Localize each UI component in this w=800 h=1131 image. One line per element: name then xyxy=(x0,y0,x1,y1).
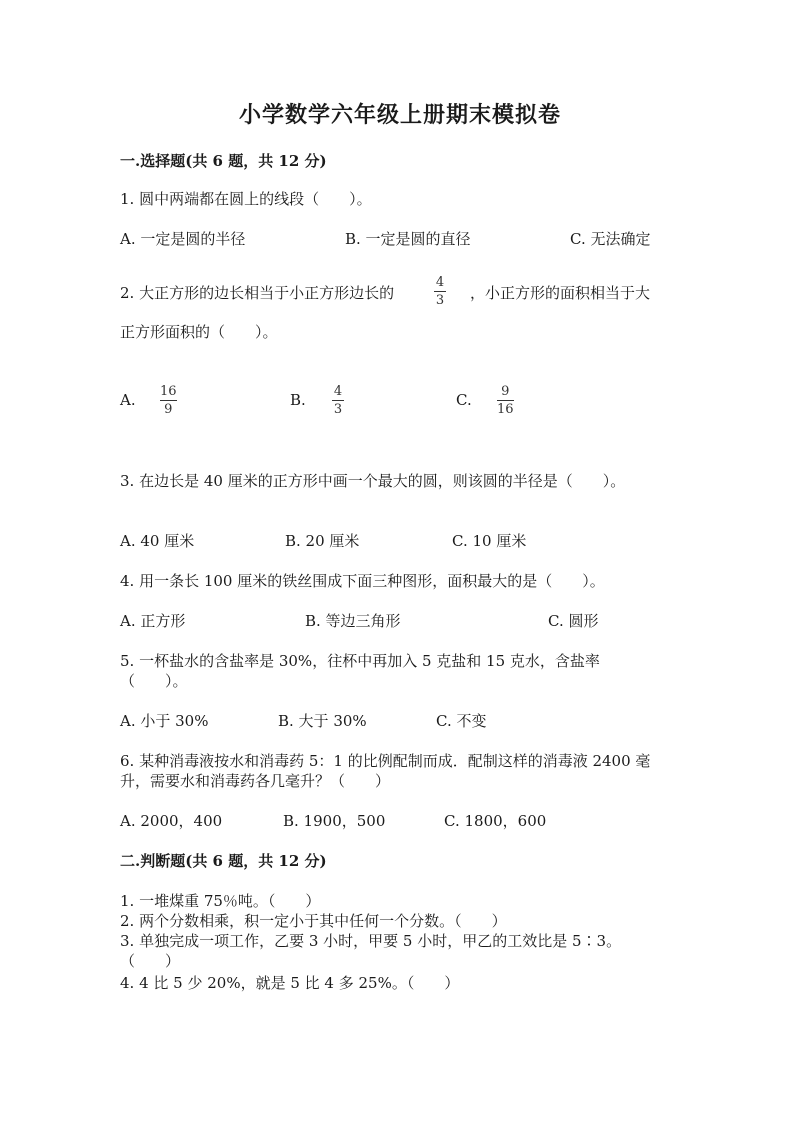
question-2-part2: ，小正方形的面积相当于大 xyxy=(470,284,651,302)
q4-option-c: C. 圆形 xyxy=(548,612,599,630)
question-6: 6. 某种消毒液按水和消毒药 5：1 的比例配制而成．配制这样的消毒液 2400 毫 xyxy=(120,752,651,770)
fraction-bar xyxy=(497,400,514,401)
question-4: 4. 用一条长 100 厘米的铁丝围成下面三种图形，面积最大的是（ ）。 xyxy=(120,572,605,590)
q2-option-a-label: A. xyxy=(120,391,136,409)
q3-option-a: A. 40 厘米 xyxy=(120,532,195,550)
q5-option-c: C. 不变 xyxy=(436,712,487,730)
q3-option-b: B. 20 厘米 xyxy=(285,532,360,550)
judgment-item-2: 2. 两个分数相乘，积一定小于其中任何一个分数。（ ） xyxy=(120,912,507,930)
q2-option-a-fraction xyxy=(160,384,177,417)
fraction-numerator: 4 xyxy=(435,275,445,290)
q5-option-b: B. 大于 30% xyxy=(278,712,367,730)
fraction-numerator: 16 xyxy=(160,384,177,399)
q2-option-c-label: C. xyxy=(456,391,472,409)
fraction-denominator: 3 xyxy=(435,293,445,308)
q2-option-b-fraction xyxy=(332,384,344,417)
question-3: 3. 在边长是 40 厘米的正方形中画一个最大的圆，则该圆的半径是（ ）。 xyxy=(120,472,626,490)
fraction-bar xyxy=(332,400,344,401)
q1-option-a: A. 一定是圆的半径 xyxy=(120,230,246,248)
q1-option-c: C. 无法确定 xyxy=(570,230,651,248)
q3-option-c: C. 10 厘米 xyxy=(452,532,527,550)
question-2-fraction xyxy=(434,275,446,308)
section-heading-judgment: 二.判断题(共 6 题，共 12 分) xyxy=(120,852,327,870)
fraction-bar xyxy=(434,291,446,292)
question-2-line2: 正方形面积的（ ）。 xyxy=(120,323,278,341)
judgment-item-3-line2: （ ） xyxy=(120,952,181,970)
section-heading-choice: 一.选择题(共 6 题，共 12 分) xyxy=(120,152,327,170)
fraction-numerator: 4 xyxy=(333,384,343,399)
fraction-denominator: 9 xyxy=(164,402,173,417)
q6-option-c: C. 1800，600 xyxy=(444,812,547,830)
question-1: 1. 圆中两端都在圆上的线段（ ）。 xyxy=(120,190,372,208)
q6-option-a: A. 2000，400 xyxy=(120,812,223,830)
question-6-line2: 升，需要水和消毒药各几毫升？（ ） xyxy=(120,772,391,790)
fraction-denominator: 3 xyxy=(333,402,343,417)
question-5-line2: （ ）。 xyxy=(120,672,188,690)
q2-option-c-fraction xyxy=(497,384,514,417)
fraction-denominator: 16 xyxy=(497,402,514,417)
page-title: 小学数学六年级上册期末模拟卷 xyxy=(238,102,561,128)
judgment-item-1: 1. 一堆煤重 75％吨。（ ） xyxy=(120,892,321,910)
fraction-bar xyxy=(160,400,177,401)
q5-option-a: A. 小于 30% xyxy=(120,712,209,730)
q6-option-b: B. 1900，500 xyxy=(283,812,386,830)
q4-option-a: A. 正方形 xyxy=(120,612,186,630)
judgment-item-3: 3. 单独完成一项工作，乙要 3 小时，甲要 5 小时，甲乙的工效比是 5∶3。 xyxy=(120,932,622,950)
question-2-part1: 2. 大正方形的边长相当于小正方形边长的 xyxy=(120,284,395,302)
q4-option-b: B. 等边三角形 xyxy=(305,612,401,630)
q2-option-b-label: B. xyxy=(290,391,306,409)
fraction-numerator: 9 xyxy=(501,384,510,399)
judgment-item-4: 4. 4 比 5 少 20%，就是 5 比 4 多 25%。（ ） xyxy=(120,974,460,992)
q1-option-b: B. 一定是圆的直径 xyxy=(345,230,471,248)
question-5: 5. 一杯盐水的含盐率是 30%，往杯中再加入 5 克盐和 15 克水，含盐率 xyxy=(120,652,600,670)
